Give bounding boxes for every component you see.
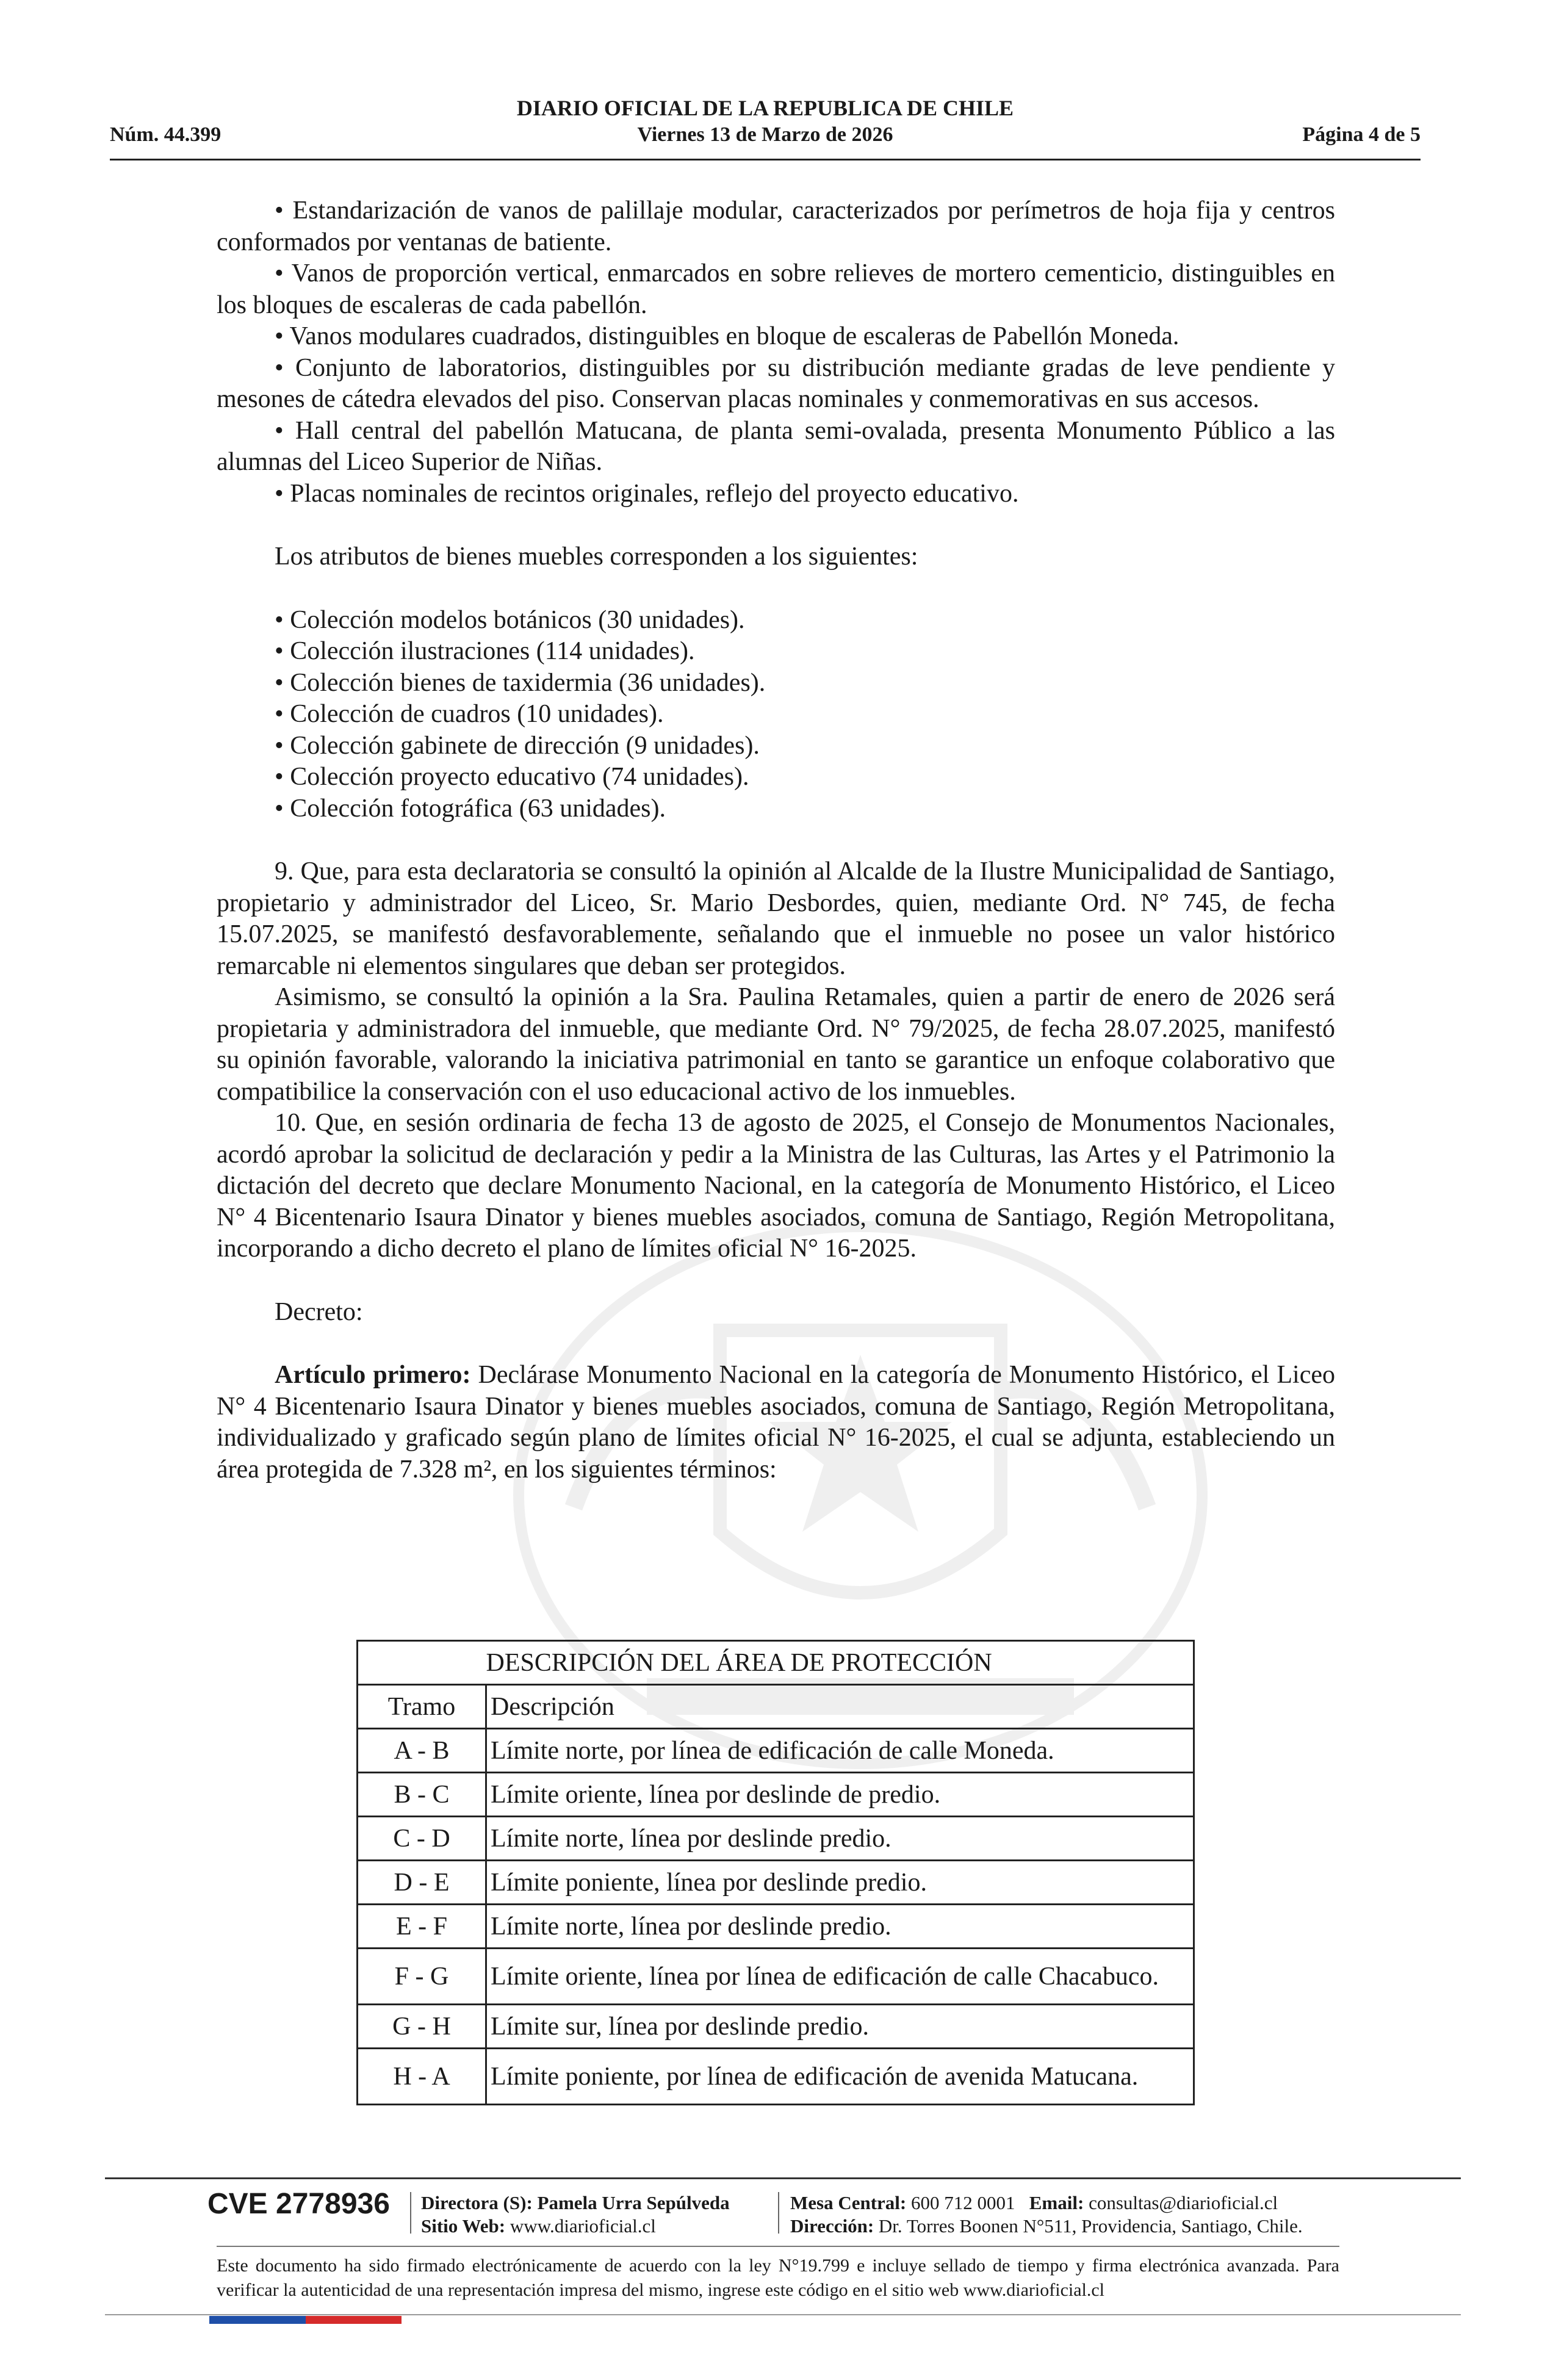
cve-code: CVE 2778936	[207, 2188, 390, 2220]
sitio-label: Sitio Web:	[421, 2215, 506, 2237]
document-body	[217, 195, 1335, 1485]
newspaper-title: DIARIO OFICIAL DE LA REPUBLICA DE CHILE	[516, 96, 1014, 120]
signature-note: Este documento ha sido firmado electrónicamente de acuerdo con la ley N°19.799 e incluye sellado de tiempo y firma electrónica avanzada. Para verificar la autenticidad de una representación impresa del mismo, ingrese este código en el sitio web www.diarioficial.cl	[217, 2256, 1339, 2300]
table-caption: DESCRIPCIÓN DEL ÁREA DE PROTECCIÓN	[486, 1641, 1194, 1685]
page-header	[110, 92, 1421, 160]
descripcion-cell: Límite poniente, línea por deslinde predio.	[486, 1861, 1194, 1905]
descripcion-cell: Límite sur, línea por deslinde predio.	[486, 2005, 1194, 2049]
column-header-tramo: Tramo	[358, 1685, 486, 1729]
attribute-bullet: • Vanos modulares cuadrados, distinguibles en bloque de escaleras de Pabellón Moneda.	[275, 322, 1180, 350]
table-caption-row	[358, 1641, 1194, 1685]
mueble-item: • Colección gabinete de dirección (9 unidades).	[275, 731, 760, 760]
table-row	[358, 2005, 1194, 2049]
paragraph-9-continued: Asimismo, se consultó la opinión a la Sra. Paulina Retamales, quien a partir de enero de 2026 será propietaria y administradora del inmueble, que mediante Ord. N° 79/2025, de fecha 28.07.2025, manifestó su opinión favorable, valorando la iniciativa patrimonial en tanto se garantice un enfoque colaborativo que compatibilice la conservación con el uso educacional activo de los inmuebles.	[217, 983, 1335, 1106]
attribute-bullet: • Placas nominales de recintos originales, reflejo del proyecto educativo.	[275, 479, 1019, 508]
attribute-bullet: • Hall central del pabellón Matucana, de planta semi-ovalada, presenta Monumento Público a las alumnas del Liceo Superior de Niñas.	[217, 416, 1335, 476]
mesa-phone: 600 712 0001	[911, 2192, 1015, 2213]
tramo-cell: C - D	[358, 1817, 486, 1861]
mueble-item: • Colección bienes de taxidermia (36 unidades).	[275, 668, 766, 697]
mueble-item: • Colección de cuadros (10 unidades).	[275, 700, 664, 728]
attribute-bullet: • Vanos de proporción vertical, enmarcados en sobre relieves de mortero cementicio, distinguibles en los bloques de escaleras de cada pabellón.	[217, 259, 1335, 319]
column-header-descripcion: Descripción	[486, 1685, 1194, 1729]
mesa-label: Mesa Central:	[790, 2192, 907, 2213]
article-one-text: Declárase Monumento Nacional en la categoría de Monumento Histórico, el Liceo N° 4 Bicentenario Isaura Dinator y bienes muebles asociados, comuna de Santiago, Región Metropolitana, individualizado y graficado según plano de límites oficial N° 16-2025, el cual se adjunta, estableciendo un área protegida de 7.328 m², en los siguientes términos:	[217, 1361, 1335, 1484]
paragraph-9: 9. Que, para esta declaratoria se consultó la opinión al Alcalde de la Ilustre Municipalidad de Santiago, propietario y administrador del Liceo, Sr. Mario Desbordes, quien, mediante Ord. N° 745, de fecha 15.07.2025, se manifestó desfavorablemente, señalando que el inmueble no posee un valor histórico remarcable ni elementos singulares que deban ser protegidos.	[217, 857, 1335, 980]
descripcion-cell: Límite norte, línea por deslinde predio.	[486, 1905, 1194, 1949]
tramo-cell: F - G	[358, 1949, 486, 2005]
descripcion-cell: Límite norte, línea por deslinde predio.	[486, 1817, 1194, 1861]
tramo-cell: H - A	[358, 2049, 486, 2105]
directora-label: Directora (S):	[421, 2192, 533, 2213]
sitio-web-link[interactable]: www.diarioficial.cl	[510, 2215, 656, 2237]
table-row	[358, 1773, 1194, 1817]
mueble-item: • Colección modelos botánicos (30 unidades).	[275, 605, 745, 634]
page-number: Página 4 de 5	[1302, 123, 1421, 146]
direccion-text: Dr. Torres Boonen N°511, Providencia, Santiago, Chile.	[878, 2215, 1303, 2237]
decreto-heading: Decreto:	[275, 1297, 363, 1326]
muebles-intro: Los atributos de bienes muebles corresponden a los siguientes:	[275, 543, 918, 571]
tramo-cell: E - F	[358, 1905, 486, 1949]
footer-rule	[105, 2177, 1461, 2179]
descripcion-cell: Límite norte, por línea de edificación de calle Moneda.	[486, 1729, 1194, 1773]
attribute-bullet: • Estandarización de vanos de palillaje modular, caracterizados por perímetros de hoja fija y centros conformados por ventanas de batiente.	[217, 197, 1335, 256]
footer-contact-block	[790, 2191, 1303, 2238]
directora-name: Pamela Urra Sepúlveda	[537, 2192, 730, 2213]
footer-rule	[105, 2314, 1461, 2315]
footer-divider	[410, 2192, 411, 2234]
table-row	[358, 1861, 1194, 1905]
table-row	[358, 1729, 1194, 1773]
tramo-cell: G - H	[358, 2005, 486, 2049]
tramo-cell: D - E	[358, 1861, 486, 1905]
tramo-cell: A - B	[358, 1729, 486, 1773]
issue-number: Núm. 44.399	[110, 123, 222, 146]
descripcion-cell: Límite oriente, línea por línea de edificación de calle Chacabuco.	[486, 1949, 1194, 2005]
flag-stripe	[209, 2316, 402, 2324]
table-row	[358, 1905, 1194, 1949]
email-label: Email:	[1029, 2192, 1084, 2213]
article-one	[217, 1360, 1335, 1485]
footer-rule	[217, 2246, 1339, 2247]
paragraph-10: 10. Que, en sesión ordinaria de fecha 13 de agosto de 2025, el Consejo de Monumentos Nacionales, acordó aprobar la solicitud de declaración y pedir a la Ministra de las Culturas, las Artes y el Patrimonio la dictación del decreto que declare Monumento Nacional, en la categoría de Monumento Histórico, el Liceo N° 4 Bicentenario Isaura Dinator y bienes muebles asociados, comuna de Santiago, Región Metropolitana, incorporando a dicho decreto el plano de límites oficial N° 16-2025.	[217, 1109, 1335, 1263]
article-one-label: Artículo primero:	[275, 1361, 471, 1389]
table-row	[358, 1817, 1194, 1861]
flag-red-segment	[306, 2316, 402, 2324]
tramo-cell: B - C	[358, 1773, 486, 1817]
table-row	[358, 2049, 1194, 2105]
descripcion-cell: Límite poniente, por línea de edificación de avenida Matucana.	[486, 2049, 1194, 2105]
table-row	[358, 1949, 1194, 2005]
mueble-item: • Colección proyecto educativo (74 unidades).	[275, 763, 749, 791]
email-link[interactable]: consultas@diarioficial.cl	[1089, 2192, 1278, 2213]
issue-date: Viernes 13 de Marzo de 2026	[637, 123, 893, 146]
mueble-item: • Colección ilustraciones (114 unidades).	[275, 637, 695, 665]
footer-divider	[778, 2192, 779, 2234]
flag-blue-segment	[209, 2316, 306, 2324]
descripcion-cell: Límite oriente, línea por deslinde de predio.	[486, 1773, 1194, 1817]
protection-area-table	[356, 1640, 1195, 2105]
table-header-row	[358, 1685, 1194, 1729]
mueble-item: • Colección fotográfica (63 unidades).	[275, 794, 666, 823]
footer-directora-block	[421, 2191, 730, 2238]
attribute-bullet: • Conjunto de laboratorios, distinguibles por su distribución mediante gradas de leve pendiente y mesones de cátedra elevados del piso. Conservan placas nominales y conmemorativas en sus accesos.	[217, 353, 1335, 413]
direccion-label: Dirección:	[790, 2215, 874, 2237]
